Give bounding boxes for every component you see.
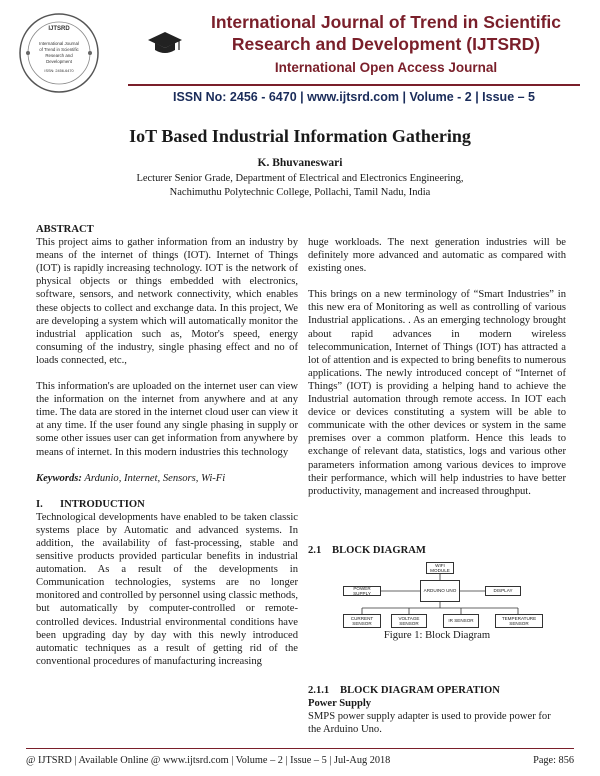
- intro-number: I.: [36, 498, 43, 510]
- author-name: K. Bhuvaneswari: [257, 157, 343, 169]
- issn-bar: ISSN No: 2456 - 6470 | www.ijtsrd.com | Volume - 2 | Issue – 5: [128, 84, 580, 108]
- affiliation-line1: Lecturer Senior Grade, Department of Electrical and Electronics Engineering,: [136, 173, 464, 184]
- graduation-cap-icon: [147, 30, 183, 56]
- logo-text-2: of Trend in Scientific: [39, 47, 79, 52]
- journal-title-line1: International Journal of Trend in Scientific: [210, 12, 562, 32]
- logo-text-1: International Journal: [39, 41, 79, 46]
- journal-subtitle: International Open Access Journal: [274, 60, 498, 75]
- power-supply-box: POWER SUPPLY: [343, 586, 381, 596]
- logo-text-0: IJTSRD: [48, 26, 70, 32]
- ir-sensor-box: IR SENSOR: [443, 614, 479, 628]
- logo-text-3: Research and: [45, 53, 73, 58]
- logo-issn: ISSN: 2456-6470: [44, 69, 74, 73]
- right-column: [308, 236, 566, 511]
- right-paragraph-1: huge workloads. The next generation industries will be definitely more advanced and automatic as compared with existing ones.: [308, 237, 566, 275]
- block-operation-heading: [308, 684, 500, 697]
- affiliation: [0, 172, 600, 199]
- temperature-sensor-box: TEMPERATURE SENSOR: [495, 614, 543, 628]
- keywords: [36, 472, 298, 485]
- paper-title: IoT Based Industrial Information Gathering: [129, 126, 471, 146]
- intro-title: INTRODUCTION: [60, 498, 145, 510]
- op-title: BLOCK DIAGRAM OPERATION: [340, 685, 500, 696]
- page-footer: [26, 748, 574, 766]
- abstract-paragraph-2: This information's are uploaded on the internet user can view the information on the internet from anywhere and at any time. The data are stored in the internet cloud user can view it at any time. If the user found any single phasing in supply or some other issues user can get information from anywhere by means of internet. In this modern industries this technology: [36, 381, 298, 458]
- abstract-heading: ABSTRACT: [36, 224, 94, 235]
- current-sensor-box: CURRENT SENSOR: [343, 614, 381, 628]
- affiliation-line2: Nachimuthu Polytechnic College, Pollachi, Tamil Nadu, India: [169, 186, 431, 198]
- block-title: BLOCK DIAGRAM: [332, 545, 426, 556]
- block-diagram-heading: [308, 545, 426, 556]
- figure-caption: Figure 1: Block Diagram: [383, 630, 491, 641]
- left-column: [36, 223, 298, 681]
- block-diagram: [333, 560, 547, 630]
- page-number: Page: 856: [533, 755, 574, 766]
- abstract-paragraph-1: This project aims to gather information from an industry by means of the internet of things (IOT). Internet of Things (IOT) is rapidly increasing technology. IOT is the network of physical objects or things embedded with electronics, software, sensors, and network connectivity, which enables these objects to collect and exchange data. In this project, We are developing a system which will automatically monitor the industrial application such as, Motor's speed, energy consuming of the industry, single phasing effect and no of loads connected, etc.,: [36, 237, 298, 366]
- intro-paragraph: Technological developments have enabled to be taken classic systems place by Automatic and advanced systems. In addition, the availability of fast-processing, stable and sensitive products provided particular benefits in industrial automation. As a result of the developments in Communication technologies, systems are no longer monitored and controlled by personnel using classic methods, but automatically by computer-controlled or remote-controlled devices. Industrial environmental conditions have been upgrading day by day with this newly introduced automatic techniques as a result of getting rid of the conventional procedures of manufacturing increasing: [36, 511, 298, 667]
- op-number: 2.1.1: [308, 685, 330, 696]
- logo-text-4: Development: [46, 59, 72, 64]
- keywords-label: Keywords:: [36, 472, 82, 484]
- right-paragraph-2: This brings on a new terminology of “Smart Industries” in this new era of Monitoring as well as controlling of various Industrial applications. . As an emerging technology brought about rapid advances in modern wireless telecommunication, Internet of Things (IOT) has attracted a lot of attention and is expected to bring benefits to numerous applications. The newly introduced concept of “Internet of Things” (IOT) is providing a helping hand to achieve the Industrial automation through remote access. In IOT each device or devices constituting a system will be able to communicate with the other devices or system in the same premises over a common platform. Hence this leads to exchange of relevant data, statistics, logs and various other parameters information among various devices to improve their performance, which will help industries to have better productivity, management and increased throughput.: [308, 289, 566, 497]
- display-box: DISPLAY: [485, 586, 521, 596]
- arduino-uno-box: ARDUINO UNO: [420, 580, 460, 602]
- power-supply-text: SMPS power supply adapter is used to provide power for the Arduino Uno.: [308, 711, 551, 736]
- power-supply-section: [308, 697, 566, 736]
- keywords-list: Ardunio, Internet, Sensors, Wi-Fi: [81, 472, 226, 484]
- footer-left: @ IJTSRD | Available Online @ www.ijtsrd.com | Volume – 2 | Issue – 5 | Jul-Aug 2018: [26, 755, 391, 766]
- wifi-module-box: WIFI MODULE: [426, 562, 454, 574]
- journal-header: [0, 0, 600, 110]
- power-supply-heading: Power Supply: [308, 698, 372, 709]
- journal-title: [196, 11, 576, 55]
- intro-heading: [36, 498, 298, 511]
- journal-title-line2: Research and Development (IJTSRD): [231, 34, 541, 54]
- block-number: 2.1: [308, 545, 322, 556]
- voltage-sensor-box: VOLTAGE SENSOR: [391, 614, 427, 628]
- ijtsrd-logo: [18, 12, 100, 94]
